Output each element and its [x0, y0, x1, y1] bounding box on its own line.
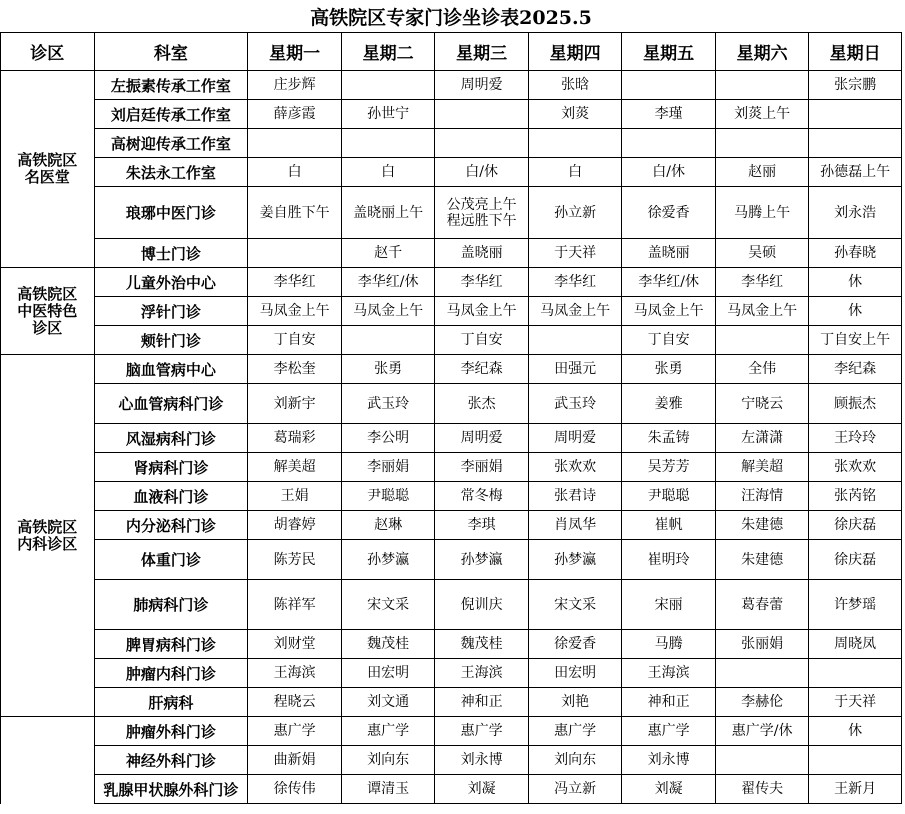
doctor-cell: 马凤金上午 — [435, 297, 529, 326]
doctor-cell: 王海滨 — [622, 659, 716, 688]
dept-cell: 左振素传承工作室 — [94, 71, 248, 100]
doctor-cell: 白/休 — [622, 158, 716, 187]
dept-cell: 体重门诊 — [94, 540, 248, 580]
table-row — [1, 580, 902, 630]
doctor-cell: 马凤金上午 — [341, 297, 435, 326]
doctor-cell: 魏茂桂 — [435, 630, 529, 659]
doctor-cell: 倪训庆 — [435, 580, 529, 630]
doctor-cell — [809, 746, 902, 775]
doctor-cell: 李琪 — [435, 511, 529, 540]
table-row — [1, 424, 902, 453]
doctor-cell: 王娟 — [248, 482, 342, 511]
doctor-cell — [341, 129, 435, 158]
doctor-cell: 马腾上午 — [715, 187, 809, 239]
doctor-cell: 尹聪聪 — [341, 482, 435, 511]
doctor-cell: 王海滨 — [435, 659, 529, 688]
dept-cell: 乳腺甲状腺外科门诊 — [94, 775, 248, 804]
doctor-cell: 谭清玉 — [341, 775, 435, 804]
doctor-cell: 李赫伦 — [715, 688, 809, 717]
doctor-cell — [435, 187, 529, 239]
table-row — [1, 511, 902, 540]
doctor-cell: 顾振杰 — [809, 384, 902, 424]
dept-cell: 刘启廷传承工作室 — [94, 100, 248, 129]
doctor-cell: 薛彦霞 — [248, 100, 342, 129]
dept-cell: 神经外科门诊 — [94, 746, 248, 775]
doctor-cell: 张杰 — [435, 384, 529, 424]
doctor-cell: 张欢欢 — [528, 453, 622, 482]
doctor-cell: 尹聪聪 — [622, 482, 716, 511]
doctor-cell: 马凤金上午 — [715, 297, 809, 326]
dept-cell: 脑血管病中心 — [94, 355, 248, 384]
header-row — [1, 33, 902, 71]
doctor-cell — [715, 659, 809, 688]
header-day-thu: 星期四 — [528, 33, 622, 71]
doctor-cell: 丁自安上午 — [809, 326, 902, 355]
doctor-cell: 李华红/休 — [341, 268, 435, 297]
doctor-cell: 葛春蕾 — [715, 580, 809, 630]
doctor-cell: 赵琳 — [341, 511, 435, 540]
doctor-cell: 惠广学/休 — [715, 717, 809, 746]
doctor-cell: 刘菼 — [528, 100, 622, 129]
header-day-mon: 星期一 — [248, 33, 342, 71]
table-row — [1, 384, 902, 424]
doctor-cell: 孙德磊上午 — [809, 158, 902, 187]
doctor-cell: 刘凝 — [622, 775, 716, 804]
table-row — [1, 355, 902, 384]
dept-cell: 内分泌科门诊 — [94, 511, 248, 540]
dept-cell: 高树迎传承工作室 — [94, 129, 248, 158]
doctor-cell: 崔明玲 — [622, 540, 716, 580]
doctor-cell: 朱孟铸 — [622, 424, 716, 453]
doctor-cell: 孙世宁 — [341, 100, 435, 129]
doctor-cell — [715, 746, 809, 775]
doctor-cell: 肖凤华 — [528, 511, 622, 540]
doctor-cell: 翟传夫 — [715, 775, 809, 804]
doctor-cell: 左潇潇 — [715, 424, 809, 453]
doctor-cell: 刘永博 — [435, 746, 529, 775]
doctor-cell — [528, 129, 622, 158]
doctor-cell: 李松奎 — [248, 355, 342, 384]
doctor-cell: 休 — [809, 297, 902, 326]
doctor-cell — [809, 100, 902, 129]
dept-cell: 肾病科门诊 — [94, 453, 248, 482]
doctor-cell: 徐庆磊 — [809, 511, 902, 540]
doctor-cell: 神和正 — [622, 688, 716, 717]
doctor-cell: 马凤金上午 — [528, 297, 622, 326]
header-day-sat: 星期六 — [715, 33, 809, 71]
table-row — [1, 746, 902, 775]
doctor-cell: 孙梦瀛 — [341, 540, 435, 580]
doctor-cell: 李丽娟 — [341, 453, 435, 482]
doctor-cell: 刘永博 — [622, 746, 716, 775]
doctor-cell: 休 — [809, 268, 902, 297]
doctor-cell: 赵丽 — [715, 158, 809, 187]
doctor-cell: 李华红/休 — [622, 268, 716, 297]
doctor-cell: 宋文采 — [528, 580, 622, 630]
zone-label: 高铁院区中医特色诊区 — [17, 284, 78, 337]
doctor-cell: 盖晓丽 — [622, 239, 716, 268]
doctor-cell: 马凤金上午 — [248, 297, 342, 326]
doctor-cell: 常冬梅 — [435, 482, 529, 511]
dept-cell: 浮针门诊 — [94, 297, 248, 326]
doctor-cell — [715, 326, 809, 355]
dept-cell: 肿瘤内科门诊 — [94, 659, 248, 688]
doctor-line: 程远胜下午 — [446, 212, 517, 229]
doctor-cell: 李华红 — [248, 268, 342, 297]
doctor-cell: 陈芳民 — [248, 540, 342, 580]
doctor-cell: 李华红 — [435, 268, 529, 297]
doctor-cell: 徐庆磊 — [809, 540, 902, 580]
doctor-cell — [809, 659, 902, 688]
doctor-cell: 张勇 — [622, 355, 716, 384]
doctor-cell: 休 — [809, 717, 902, 746]
doctor-cell: 张宗鹏 — [809, 71, 902, 100]
doctor-cell — [622, 129, 716, 158]
doctor-cell: 惠广学 — [341, 717, 435, 746]
table-row — [1, 239, 902, 268]
zone-cell — [1, 355, 95, 717]
header-dept: 科室 — [94, 33, 248, 71]
doctor-cell: 田宏明 — [528, 659, 622, 688]
doctor-cell: 魏茂桂 — [341, 630, 435, 659]
doctor-cell: 吴硕 — [715, 239, 809, 268]
doctor-cell: 胡睿婷 — [248, 511, 342, 540]
table-row — [1, 297, 902, 326]
header-day-sun: 星期日 — [809, 33, 902, 71]
doctor-cell: 刘新宇 — [248, 384, 342, 424]
doctor-cell: 李华红 — [715, 268, 809, 297]
doctor-cell: 刘艳 — [528, 688, 622, 717]
doctor-cell: 周明爱 — [435, 424, 529, 453]
doctor-cell: 田强元 — [528, 355, 622, 384]
doctor-line: 公茂亮上午 — [446, 196, 517, 213]
doctor-cell: 丁自安 — [622, 326, 716, 355]
zone-label: 高铁院区内科诊区 — [17, 517, 78, 553]
doctor-cell — [248, 239, 342, 268]
dept-cell: 博士门诊 — [94, 239, 248, 268]
table-row — [1, 268, 902, 297]
doctor-cell: 刘凝 — [435, 775, 529, 804]
doctor-cell: 李纪森 — [435, 355, 529, 384]
doctor-cell: 马凤金上午 — [622, 297, 716, 326]
doctor-cell: 惠广学 — [435, 717, 529, 746]
zone-cell — [1, 71, 95, 268]
page-title: 高铁院区专家门诊坐诊表2025.5 — [1, 0, 902, 33]
doctor-cell: 汪海情 — [715, 482, 809, 511]
header-day-wed: 星期三 — [435, 33, 529, 71]
doctor-cell — [528, 326, 622, 355]
doctor-cell: 盖晓丽 — [435, 239, 529, 268]
doctor-cell: 庄步辉 — [248, 71, 342, 100]
doctor-cell: 吴芳芳 — [622, 453, 716, 482]
table-row — [1, 187, 902, 239]
table-row — [1, 630, 902, 659]
table-row — [1, 71, 902, 100]
doctor-cell: 神和正 — [435, 688, 529, 717]
doctor-cell — [715, 129, 809, 158]
doctor-cell: 宁晓云 — [715, 384, 809, 424]
doctor-cell: 赵千 — [341, 239, 435, 268]
dept-cell: 儿童外治中心 — [94, 268, 248, 297]
doctor-cell: 白 — [341, 158, 435, 187]
doctor-cell: 孙春晓 — [809, 239, 902, 268]
doctor-cell: 崔帆 — [622, 511, 716, 540]
doctor-cell: 王新月 — [809, 775, 902, 804]
doctor-cell: 白 — [528, 158, 622, 187]
doctor-cell — [248, 129, 342, 158]
doctor-cell: 解美超 — [248, 453, 342, 482]
table-row — [1, 482, 902, 511]
doctor-cell: 武玉玲 — [528, 384, 622, 424]
doctor-cell: 曲新娟 — [248, 746, 342, 775]
dept-cell: 肝病科 — [94, 688, 248, 717]
doctor-cell — [715, 71, 809, 100]
doctor-cell: 宋丽 — [622, 580, 716, 630]
doctor-cell: 白 — [248, 158, 342, 187]
doctor-cell: 李瑾 — [622, 100, 716, 129]
doctor-cell: 姜自胜下午 — [248, 187, 342, 239]
table-row — [1, 717, 902, 746]
doctor-cell: 陈祥军 — [248, 580, 342, 630]
dept-cell: 血液科门诊 — [94, 482, 248, 511]
doctor-cell: 张欢欢 — [809, 453, 902, 482]
table-row — [1, 158, 902, 187]
table-row — [1, 775, 902, 804]
doctor-cell: 周晓凤 — [809, 630, 902, 659]
doctor-cell: 武玉玲 — [341, 384, 435, 424]
doctor-cell: 朱建德 — [715, 540, 809, 580]
doctor-cell: 白/休 — [435, 158, 529, 187]
doctor-cell: 程晓云 — [248, 688, 342, 717]
doctor-cell: 王玲玲 — [809, 424, 902, 453]
doctor-cell: 许梦瑶 — [809, 580, 902, 630]
doctor-cell: 孙立新 — [528, 187, 622, 239]
doctor-cell: 刘财堂 — [248, 630, 342, 659]
dept-cell: 心血管病科门诊 — [94, 384, 248, 424]
zone-label: 高铁院区名医堂 — [17, 151, 78, 186]
table-row — [1, 540, 902, 580]
header-day-fri: 星期五 — [622, 33, 716, 71]
doctor-cell: 葛瑞彩 — [248, 424, 342, 453]
doctor-cell: 徐爱香 — [622, 187, 716, 239]
doctor-cell — [341, 71, 435, 100]
doctor-cell — [341, 326, 435, 355]
doctor-cell: 徐爱香 — [528, 630, 622, 659]
doctor-cell: 周明爱 — [528, 424, 622, 453]
doctor-cell: 张勇 — [341, 355, 435, 384]
doctor-cell: 刘永浩 — [809, 187, 902, 239]
doctor-cell: 解美超 — [715, 453, 809, 482]
doctor-cell: 王海滨 — [248, 659, 342, 688]
dept-cell: 琅琊中医门诊 — [94, 187, 248, 239]
doctor-cell: 宋文采 — [341, 580, 435, 630]
table-row — [1, 659, 902, 688]
doctor-cell: 张晗 — [528, 71, 622, 100]
doctor-cell: 姜雅 — [622, 384, 716, 424]
doctor-cell: 冯立新 — [528, 775, 622, 804]
table-row — [1, 688, 902, 717]
doctor-cell — [809, 129, 902, 158]
doctor-cell: 惠广学 — [622, 717, 716, 746]
doctor-cell — [435, 100, 529, 129]
table-row — [1, 326, 902, 355]
doctor-cell: 李纪森 — [809, 355, 902, 384]
zone-cell — [1, 268, 95, 355]
doctor-cell: 刘向东 — [341, 746, 435, 775]
header-zone: 诊区 — [1, 33, 95, 71]
doctor-cell: 刘菼上午 — [715, 100, 809, 129]
doctor-cell: 孙梦瀛 — [528, 540, 622, 580]
doctor-cell — [435, 129, 529, 158]
doctor-cell: 马腾 — [622, 630, 716, 659]
header-day-tue: 星期二 — [341, 33, 435, 71]
doctor-cell: 李华红 — [528, 268, 622, 297]
dept-cell: 颊针门诊 — [94, 326, 248, 355]
doctor-cell: 李丽娟 — [435, 453, 529, 482]
table-row — [1, 129, 902, 158]
doctor-cell: 刘向东 — [528, 746, 622, 775]
dept-cell: 风湿病科门诊 — [94, 424, 248, 453]
doctor-cell: 李公明 — [341, 424, 435, 453]
dept-cell: 肿瘤外科门诊 — [94, 717, 248, 746]
doctor-cell: 孙梦瀛 — [435, 540, 529, 580]
dept-cell: 朱法永工作室 — [94, 158, 248, 187]
doctor-cell: 张丽娟 — [715, 630, 809, 659]
doctor-cell: 田宏明 — [341, 659, 435, 688]
doctor-cell: 于天祥 — [528, 239, 622, 268]
doctor-cell: 惠广学 — [528, 717, 622, 746]
doctor-cell: 张芮铭 — [809, 482, 902, 511]
zone-cell — [1, 717, 95, 804]
doctor-cell: 徐传伟 — [248, 775, 342, 804]
doctor-cell: 盖晓丽上午 — [341, 187, 435, 239]
doctor-cell — [622, 71, 716, 100]
doctor-cell: 朱建德 — [715, 511, 809, 540]
doctor-cell: 丁自安 — [248, 326, 342, 355]
doctor-cell: 丁自安 — [435, 326, 529, 355]
table-row — [1, 100, 902, 129]
doctor-cell: 全伟 — [715, 355, 809, 384]
doctor-cell: 张君诗 — [528, 482, 622, 511]
dept-cell: 脾胃病科门诊 — [94, 630, 248, 659]
dept-cell: 肺病科门诊 — [94, 580, 248, 630]
doctor-cell: 于天祥 — [809, 688, 902, 717]
doctor-cell: 刘文通 — [341, 688, 435, 717]
doctor-cell: 周明爱 — [435, 71, 529, 100]
doctor-cell: 惠广学 — [248, 717, 342, 746]
table-row — [1, 453, 902, 482]
